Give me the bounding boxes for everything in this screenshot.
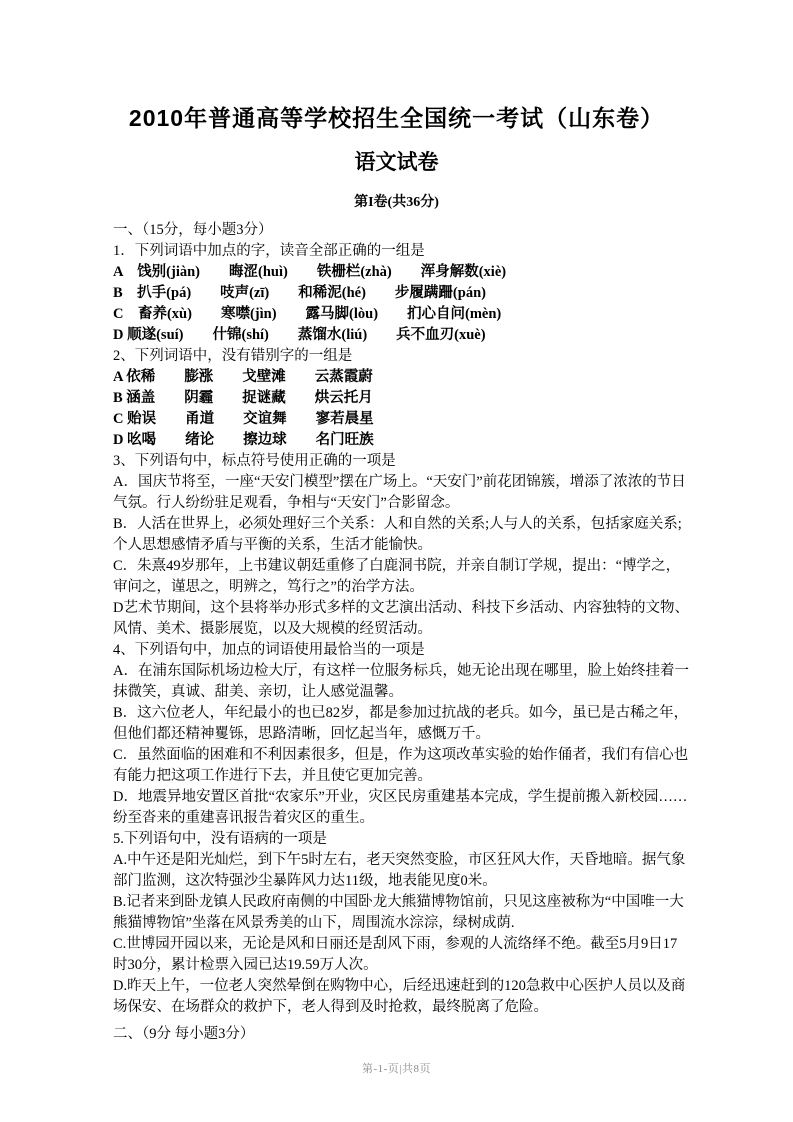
paragraph: A.中午还是阳光灿烂，到下午5时左右，老天突然变脸，市区狂风大作，天昏地暗。据气象部门监测，这次特强沙尘暴阵风力达11级，地表能见度0米。 <box>113 852 686 889</box>
doc-subtitle: 语文试卷 <box>354 151 439 174</box>
paragraph: C．朱熹49岁那年，上书建议朝廷重修了白鹿洞书院，并亲自制订学规，提出：“博学之，审问之，谨思之，明辨之，笃行之”的治学方法。 <box>113 558 681 595</box>
paragraph: D 吆喝 绪论 擦边球 名门旺族 <box>113 432 374 448</box>
paragraph: B．这六位老人，年纪最小的也已82岁，都是参加过抗战的老兵。如今，虽已是古稀之年，但他们都还精神矍铄，思路清晰，回忆起当年，感慨万千。 <box>113 705 689 742</box>
exam-body <box>113 220 691 1045</box>
paragraph: D艺术节期间，这个县将举办形式多样的文艺演出活动、科技下乡活动、内容独特的文物、风情、美术、摄影展览，以及大规模的经贸活动。 <box>113 600 689 637</box>
paragraph: B.记者来到卧龙镇人民政府南侧的中国卧龙大熊猫博物馆前，只见这座被称为“中国唯一大熊猫博物馆”坐落在风景秀美的山下，周围流水淙淙，绿树成荫. <box>113 894 684 931</box>
paragraph: D 顺遂(suí) 什锦(shí) 蒸馏水(liú) 兵不血刃(xuè) <box>113 327 486 343</box>
paragraph: A．国庆节将至，一座“天安门模型”摆在广场上。“天安门”前花团锦簇，增添了浓浓的节日气氛。行人纷纷驻足观看，争相与“天安门”合影留念。 <box>113 474 686 511</box>
paragraph: 一、（15分，每小题3分） <box>113 222 273 238</box>
paragraph: D．地震异地安置区首批“农家乐”开业，灾区民房重建基本完成，学生提前搬入新校园……纷至沓来的重建喜讯报告着灾区的重生。 <box>113 789 688 826</box>
paragraph: A 依稀 膨涨 戈壁滩 云蒸霞蔚 <box>113 369 373 385</box>
paragraph: C．虽然面临的困难和不利因素很多，但是，作为这项改革实验的始作俑者，我们有信心也有能力把这项工作进行下去，并且使它更加完善。 <box>113 747 689 784</box>
paragraph: C 畜养(xù) 寒噤(jìn) 露马脚(lòu) 扪心自问(mèn) <box>113 306 502 322</box>
paragraph: C 贻误 甬道 交谊舞 寥若晨星 <box>113 411 374 427</box>
paragraph: 5.下列语句中，没有语病的一项是 <box>113 831 327 847</box>
paragraph: C.世博园开园以来，无论是风和日丽还是刮风下雨，参观的人流络绎不绝。截至5月9日17时30分，累计检票入园已达19.59万人次。 <box>113 936 678 973</box>
paragraph: B 涵盖 阴霾 捉谜藏 烘云托月 <box>113 390 373 406</box>
paragraph: 二、（9分 每小题3分） <box>113 1026 255 1042</box>
paragraph: 2、下列词语中，没有错别字的一组是 <box>113 348 353 364</box>
paragraph: 1．下列词语中加点的字，读音全部正确的一组是 <box>113 243 425 259</box>
paragraph: 4、下列语句中，加点的词语使用最恰当的一项是 <box>113 642 425 658</box>
paragraph: A．在浦东国际机场边检大厅，有这样一位服务标兵，她无论出现在哪里，脸上始终挂着一抹微笑，真诚、甜美、亲切，让人感觉温馨。 <box>113 663 689 700</box>
section-heading: 第I卷(共36分) <box>354 195 439 210</box>
paragraph: 3、下列语句中，标点符号使用正确的一项是 <box>113 453 396 469</box>
paragraph: D.昨天上午，一位老人突然晕倒在购物中心，后经迅速赶到的120急救中心医护人员以及商场保安、在场群众的救护下，老人得到及时抢救，最终脱离了危险。 <box>113 978 686 1015</box>
paragraph: A 饯别(jiàn) 晦涩(huì) 铁栅栏(zhà) 浑身解数(xiè) <box>113 264 507 280</box>
paragraph: B．人活在世界上，必须处理好三个关系：人和自然的关系;人与人的关系，包括家庭关系;个人思想感情矛盾与平衡的关系，生活才能愉快。 <box>113 516 682 553</box>
page-footer: 第-1-页|共8页 <box>361 1063 432 1075</box>
paragraph: B 扒手(pá) 吱声(zī) 和稀泥(hé) 步履蹒跚(pán) <box>113 285 486 301</box>
doc-title: 2010年普通高等学校招生全国统一考试（山东卷） <box>128 105 665 131</box>
